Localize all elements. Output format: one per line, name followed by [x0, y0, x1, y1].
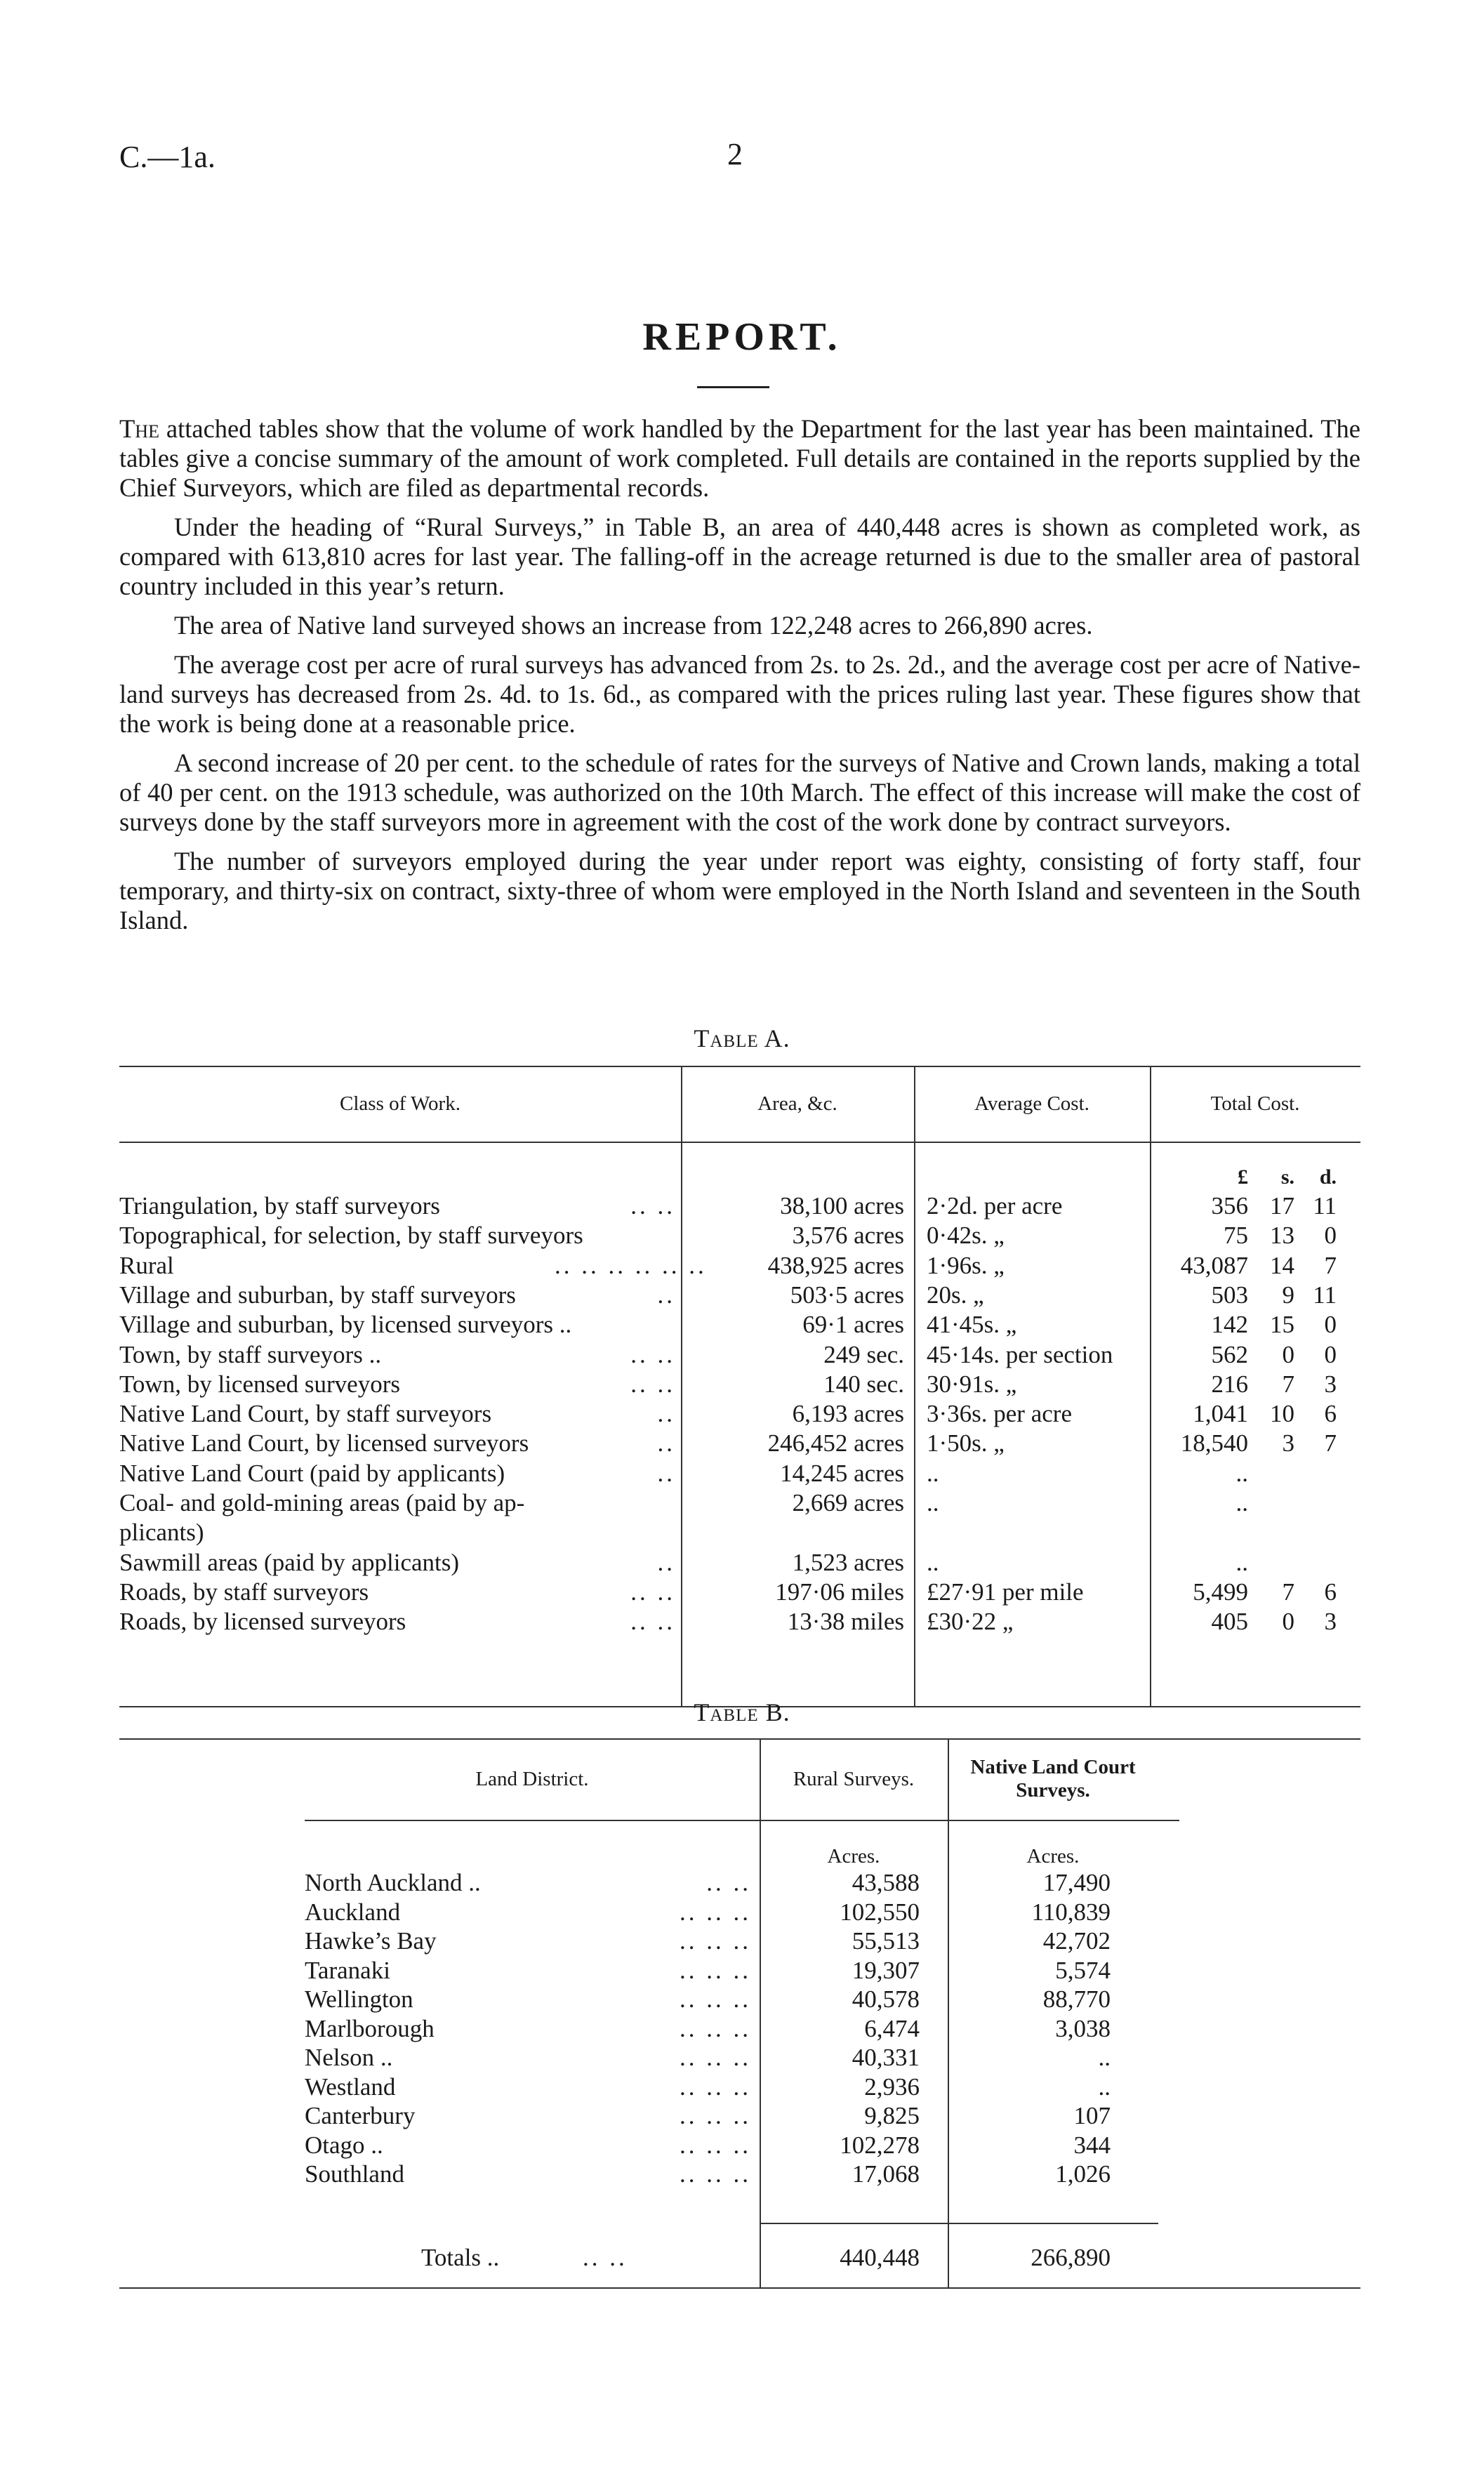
area-value: 503·5 acres: [790, 1281, 904, 1309]
table-a-units-row: [119, 1165, 1360, 1196]
table-a-header-class: Class of Work.: [340, 1092, 461, 1115]
rural-unit: Acres.: [827, 1845, 880, 1867]
total-shillings: 3: [1282, 1429, 1294, 1457]
leader-dots: .. ..: [583, 2244, 628, 2271]
land-district: Canterbury: [305, 2102, 416, 2129]
table-b-totals-rule: [760, 2223, 948, 2224]
table-b-row: [119, 1898, 1360, 1928]
leader-dots: .. .. ..: [680, 2102, 751, 2129]
leader-dots: .. ..: [630, 1340, 675, 1368]
total-shillings: 13: [1270, 1222, 1294, 1250]
table-a-caption: Table A.: [694, 1024, 790, 1052]
rural-acres: 17,068: [852, 2160, 920, 2188]
table-a-row: [119, 1460, 1360, 1490]
table-b-row: [119, 1957, 1360, 1986]
land-district: Taranaki: [305, 1956, 390, 1984]
area-value: 38,100 acres: [780, 1192, 904, 1219]
area-value: 438,925 acres: [767, 1251, 904, 1279]
table-b-totals-row: [119, 2244, 1360, 2273]
table-b-totals-rule: [948, 2223, 1158, 2224]
average-cost: 1·96s. „: [927, 1251, 1005, 1279]
average-cost: 1·50s. „: [927, 1429, 1005, 1457]
table-b-header-rule: [305, 1820, 1179, 1821]
rural-acres: 43,588: [852, 1869, 920, 1896]
leader-dots: .. .. ..: [680, 1985, 751, 2013]
table-a-row: [119, 1222, 1360, 1252]
land-district: Otago ..: [305, 2131, 383, 2159]
total-shillings: 9: [1282, 1281, 1294, 1309]
leader-dots: .. .. ..: [680, 2044, 751, 2071]
leader-dots: .. .. ..: [680, 1898, 751, 1926]
land-district: Westland: [305, 2073, 396, 2101]
total-pounds: 356: [1211, 1192, 1248, 1219]
rural-acres: 6,474: [864, 2014, 920, 2042]
rural-acres: 9,825: [864, 2102, 920, 2129]
native-acres: 42,702: [1042, 1927, 1111, 1955]
native-acres: 5,574: [1055, 1956, 1111, 1984]
total-pounds: 75: [1224, 1222, 1248, 1250]
totals-native: 266,890: [1031, 2244, 1111, 2271]
paragraph-5: A second increase of 20 per cent. to the schedule of rates for the surveys of Native and Crown lands, making a total of 40 per cent. on the 1913 schedule, was authorized on the 10th March. The effect of this increase will make the cost of surveys done by the staff surveyors more in agreement with the cost of the work done by contract surveyors.: [119, 748, 1360, 836]
leader-dots: ..: [657, 1281, 675, 1309]
land-district: Southland: [305, 2160, 404, 2188]
total-pence: 0: [1324, 1340, 1337, 1368]
table-b-row: [119, 2073, 1360, 2103]
table-a-header-average: Average Cost.: [974, 1092, 1089, 1115]
average-cost: ..: [927, 1548, 939, 1576]
total-shillings: 17: [1270, 1192, 1294, 1219]
paragraph-2: Under the heading of “Rural Surveys,” in Table B, an area of 440,448 acres is shown as completed work, as compared with 613,810 acres for last year. The falling-off in the acreage returned is due to the smaller area of pastoral country included in this year’s return.: [119, 513, 1360, 600]
table-a-row: [119, 1370, 1360, 1401]
total-pounds: 18,540: [1180, 1429, 1248, 1457]
table-b-header-rural: Rural Surveys.: [793, 1767, 915, 1790]
total-pence: 3: [1324, 1608, 1337, 1636]
rural-acres: 19,307: [852, 1956, 920, 1984]
leader-dots: .. .. ..: [680, 1927, 751, 1955]
class-of-work: Town, by licensed surveyors: [119, 1370, 400, 1398]
area-value: 140 sec.: [823, 1370, 904, 1398]
average-cost: 30·91s. „: [927, 1370, 1017, 1398]
native-acres: ..: [1098, 2044, 1111, 2071]
table-b-caption: Table B.: [694, 1698, 790, 1726]
report-title: REPORT.: [642, 315, 842, 359]
table-b-row: [119, 2044, 1360, 2073]
table-a-header-area: Area, &c.: [757, 1092, 837, 1115]
total-pounds: ..: [1235, 1548, 1248, 1576]
class-of-work: Roads, by staff surveyors: [119, 1578, 369, 1606]
rural-acres: 40,578: [852, 1985, 920, 2013]
total-shillings: 15: [1270, 1311, 1294, 1339]
leader-dots: ..: [657, 1459, 675, 1487]
area-value: 14,245 acres: [780, 1459, 904, 1487]
native-acres: 3,038: [1055, 2014, 1111, 2042]
table-a-row: [119, 1311, 1360, 1341]
class-of-work: Roads, by licensed surveyors: [119, 1608, 406, 1636]
area-value: 249 sec.: [823, 1340, 904, 1368]
average-cost: £27·91 per mile: [927, 1578, 1084, 1606]
rural-acres: 2,936: [864, 2073, 920, 2101]
paragraph-3: The area of Native land surveyed shows an increase from 122,248 acres to 266,890 acres.: [174, 611, 1093, 640]
rural-acres: 102,550: [840, 1898, 920, 1926]
total-pence: 7: [1324, 1251, 1337, 1279]
paragraph-1: [119, 414, 1360, 503]
paragraph-lead-word: The: [119, 414, 159, 443]
title-rule: [697, 386, 769, 388]
class-of-work: Village and suburban, by staff surveyors: [119, 1281, 516, 1309]
total-pence: 3: [1324, 1370, 1337, 1398]
shillings-unit: s.: [1280, 1165, 1294, 1189]
native-acres: 1,026: [1055, 2160, 1111, 2188]
total-shillings: 10: [1270, 1400, 1294, 1428]
rural-acres: 55,513: [852, 1927, 920, 1955]
paragraph-4: The average cost per acre of rural surveys has advanced from 2s. to 2s. 2d., and the average cost per acre of Native-land surveys has decreased from 2s. 4d. to 1s. 6d., as compared with the prices ruling last year. These figures show that the work is being done at a reasonable price.: [119, 650, 1360, 738]
leader-dots: .. .. ..: [680, 2160, 751, 2188]
class-of-work: Native Land Court, by staff surveyors: [119, 1400, 492, 1428]
leader-dots: ..: [657, 1429, 675, 1457]
table-b-row: [119, 1869, 1360, 1898]
total-shillings: 7: [1282, 1370, 1294, 1398]
land-district: Auckland: [305, 1898, 401, 1926]
leader-dots: .. ..: [630, 1578, 675, 1606]
average-cost: £30·22 „: [927, 1608, 1014, 1636]
average-cost: 41·45s. „: [927, 1311, 1017, 1339]
paragraph-text: attached tables show that the volume of work handled by the Department for the last year has been maintained. The tables give a concise summary of the amount of work completed. Full details are contained in the reports supplied by the Chief Surveyors, which are filed as departmental records.: [119, 414, 1360, 502]
total-pence: 7: [1324, 1429, 1337, 1457]
table-b-row: [119, 2160, 1360, 2190]
table-a-header-total: Total Cost.: [1210, 1092, 1300, 1115]
total-pounds: 142: [1211, 1311, 1248, 1339]
native-acres: 344: [1073, 2131, 1111, 2159]
table-a-row: [119, 1578, 1360, 1608]
class-of-work: plicants): [119, 1519, 204, 1547]
area-value: 246,452 acres: [767, 1429, 904, 1457]
class-of-work: Village and suburban, by licensed surveyors ..: [119, 1311, 572, 1339]
leader-dots: ..: [657, 1548, 675, 1576]
table-a-row: [119, 1341, 1360, 1371]
rural-acres: 40,331: [852, 2044, 920, 2071]
leader-dots: .. ..: [630, 1192, 675, 1219]
table-b-row: [119, 2131, 1360, 2161]
average-cost: 45·14s. per section: [927, 1340, 1113, 1368]
average-cost: 20s. „: [927, 1281, 984, 1309]
table-a-row: [119, 1519, 1360, 1549]
average-cost: 3·36s. per acre: [927, 1400, 1072, 1428]
class-of-work: Coal- and gold-mining areas (paid by ap-: [119, 1489, 525, 1516]
leader-dots: .. ..: [630, 1608, 675, 1636]
leader-dots: .. .. ..: [680, 1956, 751, 1984]
area-value: 69·1 acres: [802, 1311, 904, 1339]
table-b-row: [119, 1985, 1360, 2015]
leader-dots: .. ..: [706, 1869, 751, 1896]
total-pounds: 43,087: [1180, 1251, 1248, 1279]
land-district: Hawke’s Bay: [305, 1927, 437, 1955]
total-pence: 11: [1313, 1281, 1337, 1309]
class-of-work: Triangulation, by staff surveyors: [119, 1192, 440, 1219]
land-district: Nelson ..: [305, 2044, 393, 2071]
paragraph-6: The number of surveyors employed during the year under report was eighty, consisting of forty staff, four temporary, and thirty-six on contract, sixty-three of whom were employed in the North Island and seventeen in the South Island.: [119, 847, 1360, 934]
class-of-work: Topographical, for selection, by staff surveyors: [119, 1222, 583, 1250]
page-number: 2: [727, 137, 743, 171]
leader-dots: .. .. .. .. .. ..: [555, 1251, 707, 1279]
report-body: [119, 414, 1360, 945]
totals-label: Totals ..: [421, 2244, 500, 2271]
class-of-work: Rural: [119, 1251, 174, 1279]
leader-dots: .. .. ..: [680, 2073, 751, 2101]
total-pounds: 5,499: [1193, 1578, 1248, 1606]
total-pounds: ..: [1235, 1459, 1248, 1487]
table-a-row: [119, 1489, 1360, 1519]
land-district: North Auckland ..: [305, 1869, 481, 1896]
table-b-row: [119, 1927, 1360, 1957]
native-acres: 110,839: [1031, 1898, 1111, 1926]
table-b-header-native: Native Land Court Surveys.: [970, 1756, 1136, 1802]
class-of-work: Native Land Court (paid by applicants): [119, 1459, 505, 1487]
total-pence: 0: [1324, 1311, 1337, 1339]
area-value: 6,193 acres: [792, 1400, 904, 1428]
table-b-header-district: Land District.: [475, 1767, 589, 1790]
leader-dots: .. .. ..: [680, 2014, 751, 2042]
table-a-row: [119, 1192, 1360, 1222]
total-pence: 11: [1313, 1192, 1337, 1219]
average-cost: 2·2d. per acre: [927, 1192, 1063, 1219]
class-of-work: Sawmill areas (paid by applicants): [119, 1548, 460, 1576]
area-value: 3,576 acres: [792, 1222, 904, 1250]
table-a-row: [119, 1608, 1360, 1638]
table-a-header-rule: [119, 1142, 1360, 1143]
total-pounds: 405: [1211, 1608, 1248, 1636]
average-cost: ..: [927, 1459, 939, 1487]
native-unit: Acres.: [1026, 1845, 1080, 1867]
native-acres: 88,770: [1042, 1985, 1111, 2013]
rural-acres: 102,278: [840, 2131, 920, 2159]
table-b-row: [119, 2015, 1360, 2044]
table-a-row: [119, 1429, 1360, 1460]
area-value: 197·06 miles: [775, 1578, 904, 1606]
total-shillings: 7: [1282, 1578, 1294, 1606]
total-shillings: 0: [1282, 1340, 1294, 1368]
average-cost: ..: [927, 1489, 939, 1516]
leader-dots: .. ..: [630, 1370, 675, 1398]
totals-rural: 440,448: [840, 2244, 920, 2271]
total-shillings: 0: [1282, 1608, 1294, 1636]
table-a-row: [119, 1549, 1360, 1579]
table-b-row: [119, 2102, 1360, 2131]
area-value: 1,523 acres: [792, 1548, 904, 1576]
land-district: Wellington: [305, 1985, 413, 2013]
table-a-row: [119, 1400, 1360, 1430]
native-acres: 17,490: [1042, 1869, 1111, 1896]
area-value: 2,669 acres: [792, 1489, 904, 1516]
leader-dots: .. .. ..: [680, 2131, 751, 2159]
native-acres: 107: [1073, 2102, 1111, 2129]
total-pence: 0: [1324, 1222, 1337, 1250]
land-district: Marlborough: [305, 2014, 435, 2042]
area-value: 13·38 miles: [787, 1608, 904, 1636]
class-of-work: Town, by staff surveyors ..: [119, 1340, 382, 1368]
table-a-row: [119, 1252, 1360, 1282]
total-pounds: 562: [1211, 1340, 1248, 1368]
page-identifier: C.—1a.: [119, 140, 216, 174]
table-a-row: [119, 1281, 1360, 1311]
total-pounds: 1,041: [1193, 1400, 1248, 1428]
total-pounds: 216: [1211, 1370, 1248, 1398]
average-cost: 0·42s. „: [927, 1222, 1005, 1250]
total-pounds: 503: [1211, 1281, 1248, 1309]
native-acres: ..: [1098, 2073, 1111, 2101]
total-pounds: ..: [1235, 1489, 1248, 1516]
total-pence: 6: [1324, 1578, 1337, 1606]
total-pence: 6: [1324, 1400, 1337, 1428]
pence-unit: d.: [1319, 1165, 1337, 1189]
pounds-unit: £: [1238, 1165, 1248, 1189]
class-of-work: Native Land Court, by licensed surveyors: [119, 1429, 529, 1457]
total-shillings: 14: [1270, 1251, 1294, 1279]
table-b-bottom-rule: [119, 2287, 1360, 2289]
leader-dots: ..: [657, 1400, 675, 1428]
